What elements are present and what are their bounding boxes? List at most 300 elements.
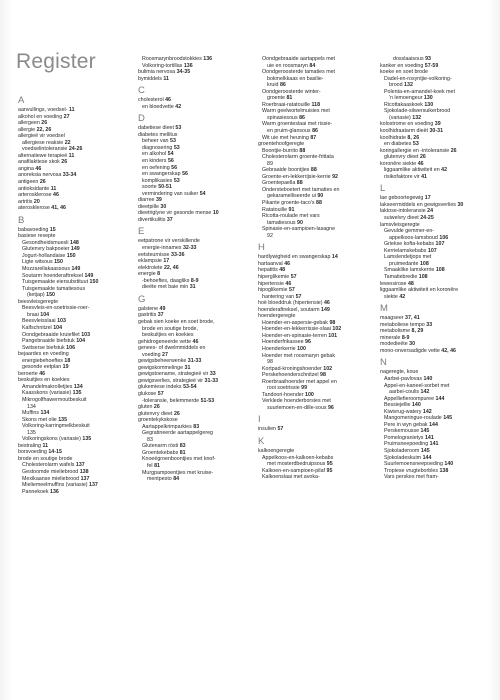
entry-term: beheer van <box>142 138 169 145</box>
entry-pages: 30 <box>457 201 464 208</box>
entry-term: Hoenderkerrie <box>262 345 296 352</box>
entry-term: suurlemoen-en-dille-sous <box>267 404 327 411</box>
entry-term: pruimedante <box>389 260 419 267</box>
entry-term: groentehoofgeregte <box>258 141 305 148</box>
entry-term: gesonde eetplan <box>22 364 62 371</box>
entry-term: en pruim-glansous <box>267 128 311 135</box>
entry-term: risikofaktore vir <box>384 173 420 180</box>
entry-pages: 15 <box>49 226 56 233</box>
entry-term: Perskehoenderschnitzel <box>262 372 319 379</box>
entry-pages: 26 <box>450 147 457 154</box>
entry-term: energie <box>138 271 156 278</box>
entry-term: elektrolete <box>138 264 163 271</box>
entry-term: laksеermiddels en gewigsverlies <box>380 201 456 208</box>
entry-pages: 26 <box>61 159 68 166</box>
entry-pages: 46 <box>192 338 199 345</box>
entry-pages: 17 <box>424 195 431 202</box>
entry-pages: 83 <box>193 423 200 430</box>
entry-pages: 26 <box>41 120 48 127</box>
entry-term: koronêre siekte <box>380 160 417 167</box>
entry-term: Kalkoen-en-sampioen-pilaf <box>262 467 326 474</box>
entry-pages: 57 <box>288 287 295 294</box>
entry-term: allergeen <box>18 120 40 127</box>
entry-term: tamatiesous <box>267 219 296 226</box>
entry-term: gluten <box>138 404 153 411</box>
entry-term: nageregte, koue <box>380 369 419 376</box>
entry-pages: 42 <box>399 293 406 300</box>
section-letter: N <box>380 357 387 369</box>
entry-pages: 149 <box>84 272 94 279</box>
entry-term: Dadel-en-rosyntjie-volkoring- <box>384 75 452 82</box>
entry-term: Warm geelwortelmuisies met <box>262 108 330 115</box>
entry-term: 135 <box>27 429 36 436</box>
entry-pages: 107 <box>427 247 437 254</box>
entry-term: Roerbraaihoender met appel en <box>262 378 337 385</box>
index-entry <box>380 474 497 481</box>
entry-term: Cholesterolarm groente-frittata <box>262 154 334 161</box>
entry-pages: 135 <box>82 436 92 443</box>
entry-term: groentekykskose <box>138 417 178 424</box>
entry-term: Kalkoenslaai met avoka- <box>262 474 320 481</box>
entry-term: hipoglikemie <box>258 287 288 294</box>
entry-pages: 48 <box>279 267 286 274</box>
entry-term: mono-onversadigde vette <box>380 347 440 354</box>
entry-pages: 33-36 <box>171 251 185 258</box>
index-entry <box>258 474 375 481</box>
entry-term: Gebraaide boontjies <box>262 167 310 174</box>
entry-pages: 99 <box>301 385 308 392</box>
entry-term: kruid <box>267 82 279 89</box>
entry-term: kanker en voeding <box>380 62 424 69</box>
entry-term: en alkohol <box>142 151 167 158</box>
entry-term: soorte <box>142 184 157 191</box>
entry-pages: 96 <box>305 339 311 346</box>
entry-term: anoreksia nervosa <box>18 172 62 179</box>
entry-term: Pikante groente-taco's <box>262 200 315 207</box>
entry-pages: 150 <box>66 252 76 259</box>
entry-term: Ligte witsous <box>22 259 53 266</box>
entry-pages: 149 <box>70 246 80 253</box>
entry-term: Murgpampoentjies met kruise- <box>142 469 214 476</box>
entry-pages: 96 <box>327 404 334 411</box>
entry-term: suiwelvry dieet <box>384 215 419 222</box>
entry-pages: 27 <box>63 113 70 120</box>
entry-term: Switserse biefstuk <box>22 344 65 351</box>
section-letter: M <box>380 303 388 315</box>
entry-term: hipertensie <box>258 280 284 287</box>
entry-term: energie-innames <box>142 245 182 252</box>
entry-pages: 26 <box>173 410 180 417</box>
index-entry <box>380 294 497 301</box>
entry-term: Oondgebraaide kruiefilet <box>22 331 80 338</box>
entry-pages: 26 <box>39 179 46 186</box>
entry-term: en diabetes <box>384 141 412 148</box>
entry-pages: 91 <box>288 206 295 213</box>
entry-term: (variasie) <box>389 114 411 121</box>
entry-term: gewigsverlies, strategieë vir <box>138 377 204 384</box>
entry-pages: 46 <box>35 165 42 172</box>
entry-term: Sjokoladeroom <box>384 447 420 454</box>
entry-term: Hoender met roosmaryn gebak <box>262 352 336 359</box>
entry-pages: 81 <box>154 462 160 469</box>
entry-term: Polenta-en-amandel-koek met <box>384 88 455 95</box>
entry-pages: 95 <box>326 467 333 474</box>
entry-term: mentpesto <box>147 476 172 483</box>
index-column-1 <box>18 92 135 495</box>
entry-pages: 106 <box>439 234 449 241</box>
entry-term: Hoender-en-aspersie-gebak <box>262 319 328 326</box>
entry-pages: 46 <box>285 280 292 287</box>
entry-term: Mangomeringue-roulade <box>384 415 442 422</box>
entry-term: 134 <box>27 403 36 410</box>
entry-pages: 20 <box>33 198 40 205</box>
entry-term: Knoeëgroenboontjies met knof- <box>142 456 216 463</box>
entry-term: glutenvry dieet <box>384 154 419 161</box>
entry-pages: 86 <box>299 114 306 121</box>
entry-pages: 142 <box>422 408 432 415</box>
entry-term: Volkoring-karringmelkbeskuit <box>22 423 90 430</box>
entry-term: Griekse kofta-kebabs <box>384 241 435 248</box>
entry-term: 'n lemoengeur <box>389 95 423 102</box>
entry-term: hartaanval <box>258 260 283 267</box>
entry-pages: 140 <box>411 402 421 409</box>
entry-pages: 104 <box>53 324 63 331</box>
entry-pages: 31 <box>184 364 191 371</box>
entry-pages: 84 <box>309 62 316 69</box>
entry-term: allergiese reaksie <box>22 139 64 146</box>
entry-pages: 33-34 <box>62 172 77 179</box>
entry-pages: 31 <box>189 284 196 291</box>
entry-term: liggaamlike aktiwiteit en <box>384 167 440 174</box>
entry-term: Mikrogolfhawermoutbeskuit <box>22 396 87 403</box>
entry-term: modedieëte <box>380 341 408 348</box>
entry-pages: 8, 29 <box>411 328 424 335</box>
entry-pages: 41 <box>421 173 428 180</box>
entry-term: beroerte <box>18 370 38 377</box>
entry-term: cholesterol <box>138 97 164 104</box>
entry-term: Groente-en-lekkerrijsie-kerrie <box>262 173 331 180</box>
entry-pages: 106 <box>66 344 76 351</box>
entry-pages: 26 <box>153 404 160 411</box>
entry-term: Oondgebraaide aartappels met <box>262 56 336 62</box>
entry-term: Pere in wyn gebak <box>384 421 428 428</box>
entry-pages: 98 <box>329 319 336 326</box>
entry-pages: 103 <box>81 331 91 338</box>
entry-pages: 90 <box>317 193 324 200</box>
entry-term: alkohol en voeding <box>18 113 63 120</box>
entry-term: hoendergeregte <box>258 313 296 320</box>
entry-pages: 144 <box>435 395 445 402</box>
entry-term: brode en soutige brode <box>18 455 73 462</box>
entry-term: energiebehoeftes <box>22 357 63 364</box>
entry-term: koolhidraatarm dieët <box>380 128 428 135</box>
entry-term: Tandoori-hoender <box>262 391 304 398</box>
entry-term: Aarbei-pavlovas <box>384 375 422 382</box>
entry-pages: 46 <box>53 192 59 199</box>
entry-term: Tamatiebredie <box>384 273 418 280</box>
entry-pages: 132 <box>404 82 413 89</box>
entry-term: liggaamlike aktiwiteit en koronêre <box>380 287 459 294</box>
section-letter: L <box>380 183 386 195</box>
entry-pages: 148 <box>70 239 79 246</box>
entry-pages: 57-59 <box>424 62 439 69</box>
index-entry <box>138 104 255 111</box>
entry-pages: 56 <box>182 171 188 178</box>
entry-term: Muffins <box>22 410 39 417</box>
entry-term: Gestoomde mieliebrood <box>22 468 79 475</box>
entry-term: fel <box>147 462 153 469</box>
entry-term: metaboliese tempo <box>380 321 425 328</box>
entry-term: Groentepaella <box>262 180 296 187</box>
entry-pages: 57 <box>157 390 164 397</box>
entry-term: laktose-intoleransie <box>380 208 426 215</box>
entry-term: hoë bloeddruk (hipertensie) <box>258 300 323 307</box>
entry-pages: 57 <box>290 273 297 280</box>
entry-term: Perskemousse <box>384 428 420 435</box>
entry-pages: 8, 26 <box>407 134 420 141</box>
entry-term: Ricotta-roulade met vars <box>262 213 320 220</box>
entry-pages: 100 <box>305 391 314 398</box>
entry-term: Oondgeroosterde tamaties met <box>262 69 336 76</box>
entry-pages: 53 <box>412 141 419 148</box>
entry-term: angina <box>18 165 34 172</box>
entry-pages: 145 <box>420 428 430 435</box>
entry-pages: 145 <box>420 447 430 454</box>
entry-pages: 50-51 <box>158 184 172 191</box>
section-letter: C <box>138 85 145 97</box>
entry-pages: 107 <box>435 241 445 248</box>
entry-pages: 140 <box>423 375 433 382</box>
entry-pages: 10 <box>212 210 219 217</box>
entry-pages: 83 <box>179 443 186 450</box>
entry-term: Wit uie met heuning <box>262 134 309 141</box>
entry-term: siekte <box>384 293 398 300</box>
entry-term: eklampsie <box>138 258 162 265</box>
entry-term: hoenderaftreksel, soutarm <box>258 306 320 313</box>
entry-term: hepatitis <box>258 267 278 274</box>
entry-term: babavoeding <box>18 226 49 233</box>
entry-term: Soutarm hoenderaftreksel <box>22 272 83 279</box>
entry-term: Sjokolade-silwersuikerbrood <box>384 108 451 115</box>
entry-term: dabetiese dieet <box>138 125 174 132</box>
index-entry <box>380 348 497 355</box>
entry-term: en kinders <box>142 158 167 165</box>
entry-term: Ricottakaaskoek <box>384 101 423 108</box>
entry-pages: 22, 46 <box>163 264 179 271</box>
entry-term: Mexikaanse mieliebrood <box>22 475 80 482</box>
entry-term: Groentekebabs <box>142 449 179 456</box>
entry-pages: 132 <box>412 114 422 121</box>
entry-pages: 53 <box>170 138 176 145</box>
entry-pages: 11 <box>68 107 75 113</box>
entry-pages: 118 <box>311 101 321 108</box>
entry-term: Beesvleis-en-soetrissie-roer- <box>22 305 90 312</box>
entry-pages: 87 <box>310 134 317 141</box>
entry-pages: 57 <box>277 426 284 433</box>
entry-term: dieëte met baie min <box>142 284 189 291</box>
entry-term: Sjokoladeskuim <box>384 454 422 461</box>
entry-term: eetsteurnisse <box>138 251 170 258</box>
entry-term: beesvleisgeregte <box>18 298 59 305</box>
entry-term: bulimia nervosa <box>138 69 176 76</box>
entry-term: Aartappelkrimparkies <box>142 423 192 430</box>
entry-term: Gevulde gemmer-en- <box>384 228 435 235</box>
entry-pages: 142 <box>420 389 430 396</box>
section-letter: B <box>18 214 25 226</box>
entry-term: Pangebraaide biefstuk <box>22 338 75 345</box>
entry-term: diarree <box>138 197 155 204</box>
entry-pages: 138 <box>79 468 89 475</box>
entry-term: Ratatouille <box>262 206 288 213</box>
entry-term: Gegratineerde aartappelgereg <box>142 430 213 437</box>
entry-pages: 33 <box>209 371 216 378</box>
entry-pages: 56 <box>171 164 178 171</box>
entry-term: komplikasies <box>142 177 173 184</box>
entry-pages: 11 <box>50 185 57 192</box>
entry-term: Spinasie-en-sampioen-lasagne <box>262 226 336 233</box>
entry-term: 92 <box>267 232 273 239</box>
entry-term: Volkoring-tortillas <box>142 62 183 69</box>
entry-pages: 88 <box>296 180 303 187</box>
entry-term: galstene <box>138 305 159 312</box>
entry-pages: 141 <box>424 434 434 441</box>
entry-term: hiperglikemie <box>258 273 290 280</box>
entry-term: Gesondheidsmuesli <box>22 239 69 246</box>
index-entry <box>138 76 255 83</box>
entry-term: 83 <box>147 436 153 443</box>
entry-pages: 46 <box>39 370 46 377</box>
entry-term: Warm groenteslaai met rissie- <box>262 121 333 128</box>
entry-term: 98 <box>267 359 273 366</box>
entry-term: Glutenarm rösti <box>142 443 179 450</box>
page-title: Register <box>16 50 96 73</box>
entry-term: Appelkoos-en-kalkoen-kebabs <box>262 454 334 461</box>
entry-term: Mozzarellakaassous <box>22 266 70 273</box>
entry-term: gastritis <box>138 312 157 319</box>
index-entry <box>138 476 255 483</box>
entry-term: Beesvleisslaai <box>22 318 56 325</box>
entry-term: Tuisgemaakte eiersubstituut <box>22 279 89 286</box>
entry-pages: 33 <box>426 321 433 328</box>
entry-term: koolhidrate <box>380 134 406 141</box>
entry-term: voedselintoleransie <box>22 146 68 153</box>
entry-pages: 34-35 <box>176 69 191 76</box>
entry-term: borsvoeding <box>18 449 47 456</box>
entry-term: en swangerskap <box>142 171 181 178</box>
entry-pages: 8 <box>157 271 161 278</box>
entry-pages: 46 <box>323 300 330 307</box>
entry-pages: 134 <box>73 383 83 390</box>
entry-term: glukose <box>138 390 157 397</box>
entry-term: Volkoringskons (variasie) <box>22 436 81 443</box>
entry-pages: 90 <box>297 219 303 226</box>
entry-term: Hoenderfrikassee <box>262 339 304 346</box>
entry-term: diabetes mellitus <box>138 131 178 138</box>
entry-term: insulien <box>258 426 276 433</box>
entry-pages: 42 <box>441 167 448 174</box>
entry-term: gewigskommelinge <box>138 364 184 371</box>
entry-pages: 88 <box>316 200 322 207</box>
entry-term: met mosterdbedruipsous <box>267 461 326 468</box>
entry-pages: 98 <box>320 372 326 379</box>
entry-pages: 48 <box>407 280 414 287</box>
index-column-3 <box>258 56 375 481</box>
entry-term: minerale <box>380 334 401 341</box>
entry-pages: 46 <box>165 97 172 104</box>
entry-pages: 37 <box>157 312 164 319</box>
entry-term: Hoender-en-lekkerrissie-slaai <box>262 326 331 333</box>
entry-term: antioksidante <box>18 185 50 192</box>
entry-term: beskuitjies en koekies <box>142 332 194 339</box>
entry-pages: 130 <box>423 95 433 102</box>
index-column-2 <box>138 56 255 483</box>
entry-term: bymiddels <box>138 75 162 82</box>
entry-term: gekaramelliseerde ui <box>267 193 316 200</box>
entry-term: bestraling <box>18 442 41 449</box>
entry-pages: 53 <box>175 125 182 132</box>
entry-pages: 137 <box>89 482 98 489</box>
entry-pages: 86 <box>279 82 286 89</box>
entry-pages: 150 <box>46 292 55 299</box>
entry-pages: 53 <box>173 144 180 151</box>
entry-pages: 27 <box>162 351 168 358</box>
entry-term: Glutenvry bakpoeier <box>22 246 70 253</box>
entry-term: gehidrogeneerde vette <box>138 338 192 345</box>
entry-pages: 26 <box>419 154 426 161</box>
entry-term: gebak sien koeke en soet brode, <box>138 318 215 325</box>
entry-term: aanvullings, voedsel- <box>18 107 68 113</box>
entry-term: brood <box>389 82 403 89</box>
entry-term: glukemiese indeks <box>138 384 182 391</box>
entry-term: allergieë vir voedsel <box>18 133 65 140</box>
entry-term: rooi soetrissie <box>267 385 300 392</box>
entry-term: anafilaktiese skok <box>18 159 60 166</box>
entry-term: bokmelkkaas en basilie- <box>267 75 324 82</box>
entry-term: Roerbraai-ratatouille <box>262 101 310 108</box>
entry-term: metabolisme <box>380 328 411 335</box>
entry-term: diagnosering <box>142 144 173 151</box>
entry-pages: 39 <box>434 121 441 128</box>
entry-pages: 102 <box>323 365 333 372</box>
entry-term: Roosmarynbroodstokkies <box>142 56 202 62</box>
entry-pages: 101 <box>328 332 338 339</box>
entry-pages: 53-54 <box>183 384 197 391</box>
entry-pages: 30 <box>409 341 416 348</box>
section-letter: G <box>138 293 146 305</box>
entry-term: beskuitjies en koekies <box>18 377 70 384</box>
index-entry <box>138 217 255 224</box>
entry-pages: 24 <box>427 208 434 215</box>
entry-term: Kalfschnitzel <box>22 324 52 331</box>
entry-term: Lamslendetjops met <box>384 254 432 261</box>
entry-pages: 108 <box>418 273 428 280</box>
entry-pages: 14-15 <box>48 449 62 456</box>
section-letter: H <box>258 242 265 254</box>
entry-term: Verklede hoenderborsies met <box>262 398 331 405</box>
entry-pages: 14 <box>331 254 338 261</box>
entry-term: Kaasskons (variasie) <box>22 390 72 397</box>
entry-term: bejaardes en voeding <box>18 351 69 358</box>
entry-term: lamsvleisgeregte <box>380 221 420 228</box>
entry-pages: 149 <box>71 266 81 273</box>
entry-pages: 81 <box>179 449 186 456</box>
entry-pages: 56 <box>167 158 174 165</box>
entry-term: (ketjap) <box>27 292 45 299</box>
entry-term: appelkoos-lamsboud <box>389 234 438 241</box>
entry-term: glutenvry dieet <box>138 410 173 417</box>
entry-term: 89 <box>267 160 273 167</box>
entry-pages: 93 <box>425 56 432 62</box>
